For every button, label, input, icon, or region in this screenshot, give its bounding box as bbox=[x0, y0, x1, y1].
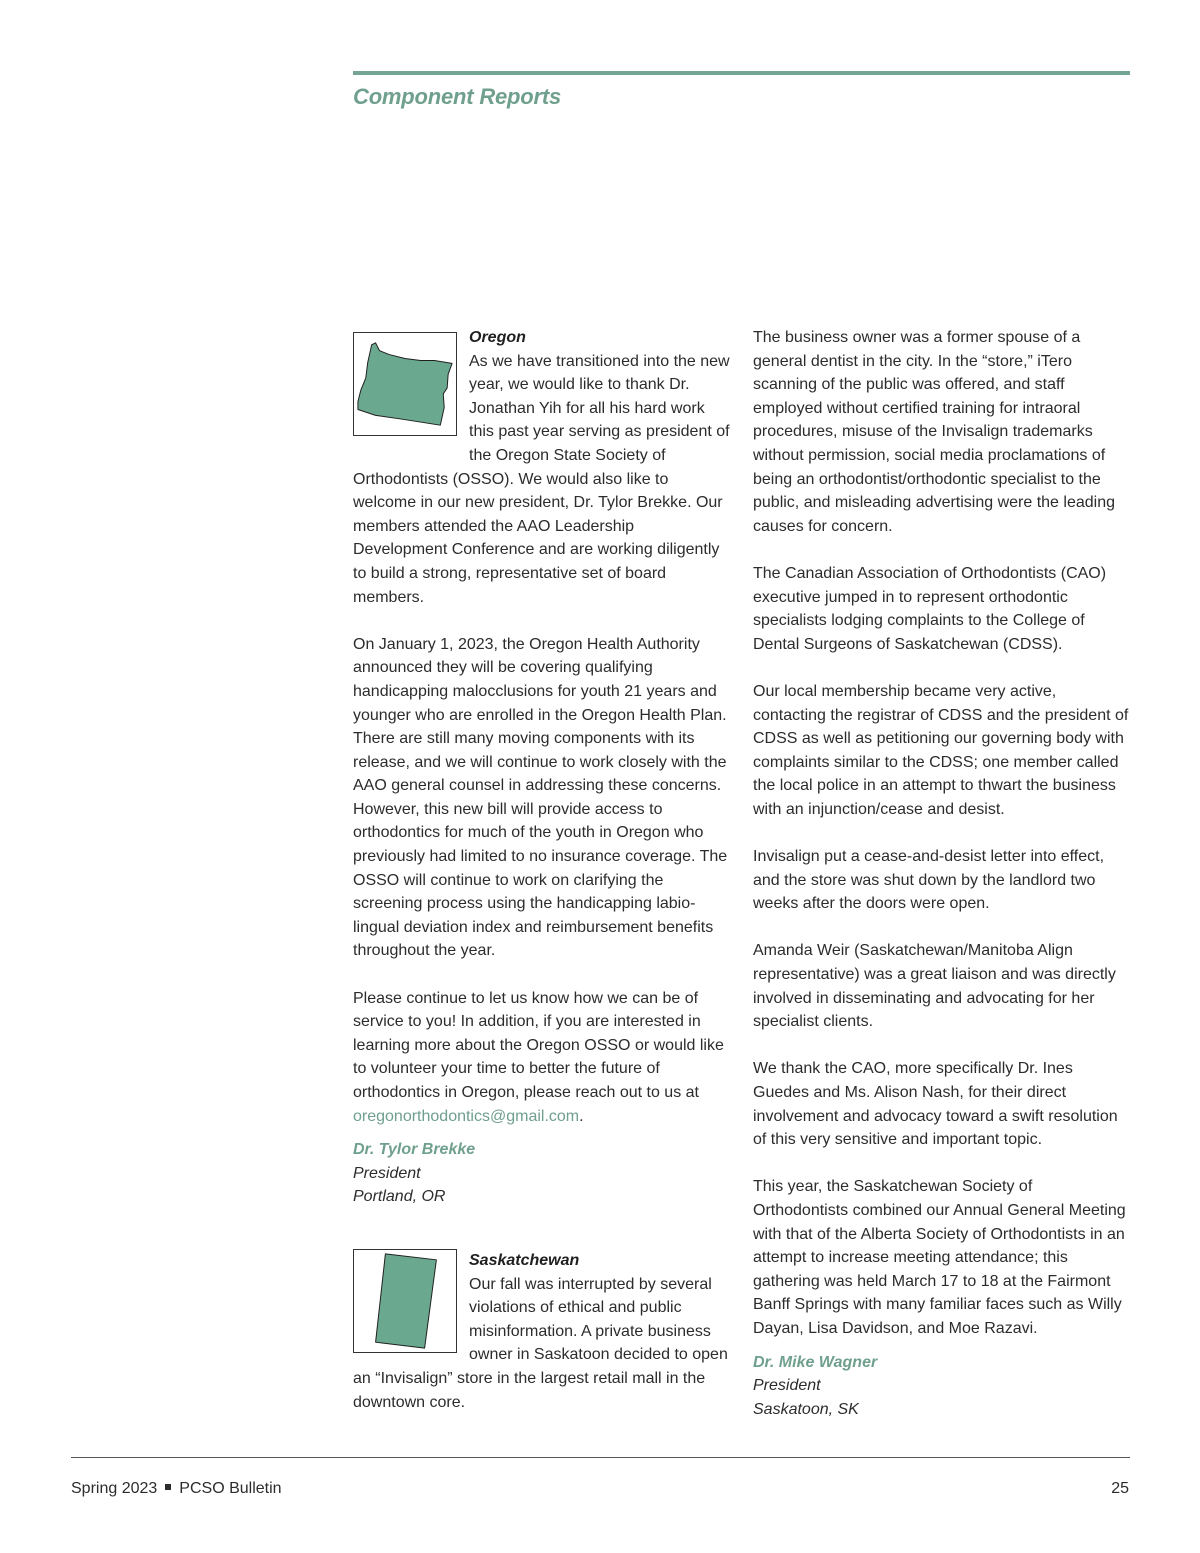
oregon-paragraph-2: On January 1, 2023, the Oregon Health Authority announced they will be covering qualifying handicapping malocclusions for youth 21 years and younger who are enrolled in the Oregon Health Plan. There are still many moving components with its release, and we will continue to work closely with the AAO general counsel in addressing these concerns. However, this new bill will provide access to orthodontics for much of the youth in Oregon who previously had limited to no insurance coverage. The OSSO will continue to work on clarifying the screening process using the handicapping labio-lingual deviation index and reimbursement benefits throughout the year. bbox=[353, 635, 728, 960]
saskatchewan-paragraph-6: Amanda Weir (Saskatchewan/Manitoba Align representative) was a great liaison and was directly involved in disseminating and advocating for her specialist clients. bbox=[753, 942, 1116, 1031]
page-number: 25 bbox=[1111, 1480, 1129, 1497]
saskatchewan-paragraph-7: We thank the CAO, more specifically Dr. Ines Guedes and Ms. Alison Nash, for their direct involvement and advocacy toward a swift resolution of this very sensitive and important topic. bbox=[753, 1060, 1118, 1149]
oregon-signature-title: President bbox=[353, 1164, 421, 1182]
saskatchewan-signature-title: President bbox=[753, 1377, 821, 1395]
saskatchewan-paragraph-2: The business owner was a former spouse of a general dentist in the city. In the “store,” iTero scanning of the public was offered, and staff employed without certified training for intraoral procedures, misuse of the Invisalign trademarks without permission, social media proclamations of being an orthodontist/orthodontic specialist to the public, and misleading advertising were the leading causes for concern. bbox=[753, 329, 1115, 535]
oregon-signature-name: Dr. Tylor Brekke bbox=[353, 1141, 476, 1159]
right-column bbox=[753, 326, 1130, 1421]
oregon-closing-end: . bbox=[579, 1107, 584, 1125]
saskatchewan-paragraph-1: Our fall was interrupted by several violations of ethical and public misinformation. A private business owner in Saskatoon decided to open an “Invisalign” store in the largest retail mall in the downtown core. bbox=[353, 1275, 728, 1411]
footer-rule bbox=[71, 1457, 1130, 1458]
saskatchewan-paragraph-8: This year, the Saskatchewan Society of Orthodontists combined our Annual General Meeting with that of the Alberta Society of Orthodontists in an attempt to increase meeting attendance; this gathering was held March 17 to 18 at the Fairmont Banff Springs with many familiar faces such as Willy Dayan, Lisa Davidson, and Moe Razavi. bbox=[753, 1178, 1126, 1337]
saskatchewan-signature-location: Saskatoon, SK bbox=[753, 1400, 859, 1418]
saskatchewan-province-map-icon bbox=[353, 1249, 457, 1353]
report-spacer bbox=[353, 1209, 730, 1249]
footer-issue-line bbox=[71, 1480, 282, 1498]
saskatchewan-heading: Saskatchewan bbox=[469, 1251, 580, 1269]
left-column bbox=[353, 326, 730, 1438]
section-title: Component Reports bbox=[353, 84, 562, 109]
oregon-state-map-icon bbox=[353, 332, 457, 436]
footer-publication: PCSO Bulletin bbox=[179, 1480, 282, 1497]
square-bullet-icon bbox=[165, 1484, 171, 1490]
saskatchewan-signature bbox=[753, 1351, 1130, 1422]
saskatchewan-paragraph-5: Invisalign put a cease-and-desist letter into effect, and the store was shut down by the landlord two weeks after the doors were open. bbox=[753, 848, 1105, 913]
oregon-heading: Oregon bbox=[469, 329, 526, 346]
header-rule bbox=[353, 71, 1130, 75]
oregon-signature-location: Portland, OR bbox=[353, 1188, 446, 1206]
oregon-closing-paragraph bbox=[353, 987, 730, 1129]
saskatchewan-paragraph-3: The Canadian Association of Orthodontists (CAO) executive jumped in to represent orthodontic specialists lodging complaints to the College of Dental Surgeons of Saskatchewan (CDSS). bbox=[753, 564, 1107, 653]
oregon-signature bbox=[353, 1138, 730, 1209]
saskatchewan-signature-name: Dr. Mike Wagner bbox=[753, 1353, 878, 1371]
oregon-closing-text: Please continue to let us know how we can be of service to you! In addition, if you are interested in learning more about the Oregon OSSO or would like to volunteer your time to better the future of orthodontics in Oregon, please reach out to us at bbox=[353, 989, 724, 1101]
oregon-paragraph-1: As we have transitioned into the new year, we would like to thank Dr. Jonathan Yih for all his hard work this past year serving as president of the Oregon State Society of Orthodontists (OSSO). We would also like to welcome in our new president, Dr. Tylor Brekke. Our members attended the AAO Leadership Development Conference and are working diligently to build a strong, representative set of board members. bbox=[353, 352, 730, 606]
footer-issue: Spring 2023 bbox=[71, 1480, 158, 1497]
saskatchewan-paragraph-4: Our local membership became very active, contacting the registrar of CDSS and the president of CDSS as well as petitioning our governing body with complaints similar to the CDSS; one member called the local police in an attempt to thwart the business with an injunction/cease and desist. bbox=[753, 682, 1129, 818]
oregon-email-link[interactable]: oregonorthodontics@gmail.com bbox=[353, 1107, 580, 1125]
